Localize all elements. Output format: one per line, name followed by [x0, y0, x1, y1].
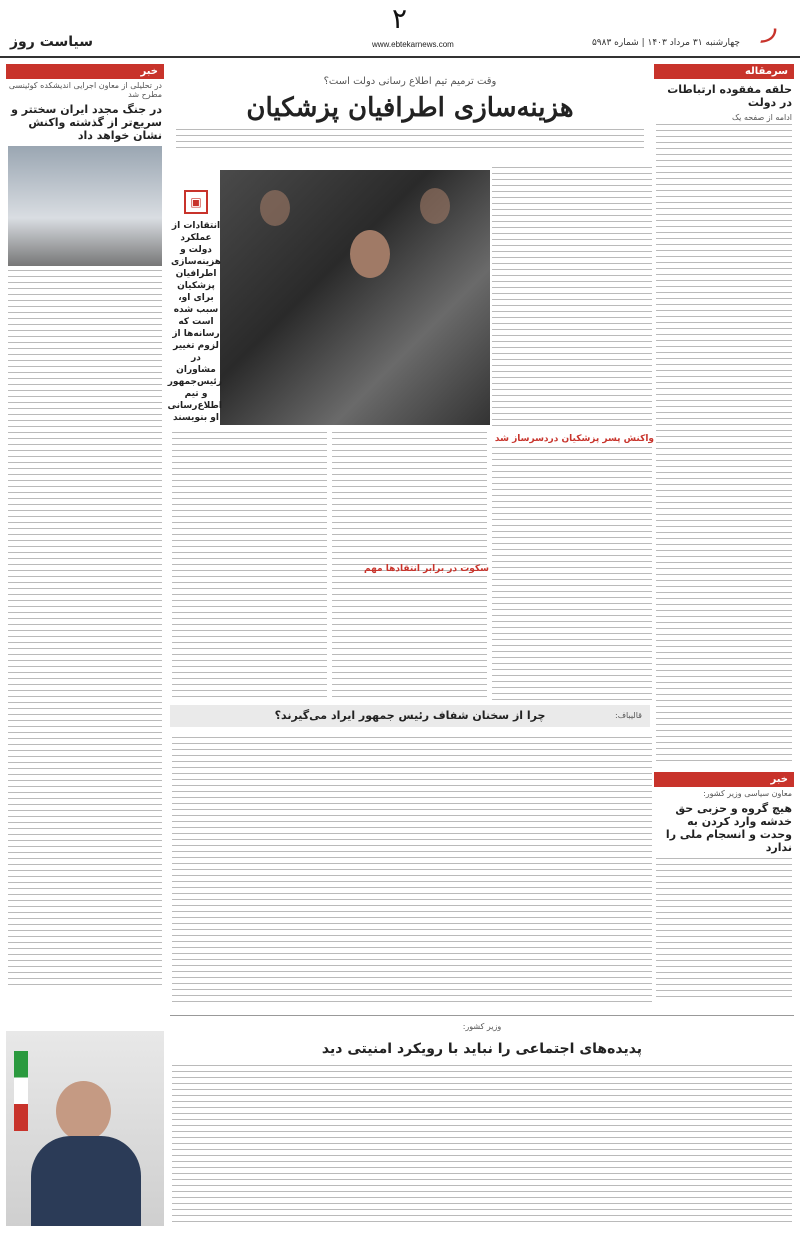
- article-headline: هزینه‌سازی اطرافیان پزشکیان: [246, 93, 574, 123]
- news-kicker: معاون سیاسی وزیر کشور:: [703, 789, 792, 798]
- quote-banner: [170, 705, 650, 727]
- bottom-article: [170, 1015, 794, 1236]
- pull-quote-box: [167, 190, 222, 445]
- news-tag: خبر: [654, 772, 794, 787]
- quote-article-body: [172, 737, 652, 1007]
- website-url[interactable]: www.ebtekarnews.com: [372, 40, 454, 49]
- left-news-kicker: در تحلیلی از معاون اجرایی اندیشکده کوئینسی مطرح شد: [8, 81, 162, 99]
- bookmark-icon: ▣: [184, 190, 208, 214]
- article-col-1: [492, 167, 652, 427]
- subhead-2: سکوت در برابر انتقادها مهم: [364, 564, 489, 574]
- left-news-photo: [8, 146, 162, 266]
- bottom-photo: [6, 1031, 164, 1226]
- page-header: [0, 0, 800, 58]
- article-col-4: [172, 432, 327, 702]
- bottom-headline: پدیده‌های اجتماعی را نباید با رویکرد امنیتی دید: [321, 1041, 643, 1057]
- right-column: [654, 64, 794, 1000]
- flag-icon: [14, 1051, 28, 1131]
- section-title: سیاست روز: [10, 34, 94, 50]
- photo-face-3: [420, 188, 450, 224]
- editorial-body: [656, 124, 792, 764]
- subhead-1: واکنش پسر پزشکیان دردسرساز شد: [494, 434, 654, 444]
- article-photo: [220, 170, 490, 425]
- bottom-kicker: وزیر کشور:: [462, 1022, 502, 1031]
- article-kicker: وقت ترمیم تیم اطلاع رسانی دولت است؟: [323, 76, 497, 87]
- newspaper-logo: ر: [763, 10, 777, 43]
- left-column: [6, 64, 164, 992]
- main-article: [170, 64, 650, 151]
- photo-face-2: [260, 190, 290, 226]
- quote-speaker: قاليباف:: [615, 711, 642, 720]
- news-title: هیچ گروه و حزبی حق خدشه وارد کردن به وحدت و انسجام ملی را ندارد: [665, 802, 792, 854]
- page-number: ۲: [392, 2, 408, 35]
- issue-date: چهارشنبه ۳۱ مرداد ۱۴۰۳ | شماره ۵۹۸۳: [591, 38, 740, 48]
- news-body: [656, 858, 792, 998]
- editorial-tag: سرمقاله: [654, 64, 794, 79]
- pull-quote: انتقادات از عملکرد دولت و هزینه‌سازی اطرافیان پزشکیان برای او، سبب شده است که رسانه‌ها از لزوم تغییر در مشاوران رئیس‌جمهور و تیم اطلاع‌رسانی او بنویسند: [167, 221, 222, 423]
- left-news-body: [8, 270, 162, 990]
- left-news-title: در جنگ مجدد ایران سختتر و سریع‌تر از گذشته واکنش نشان خواهد داد: [11, 103, 162, 142]
- article-col-2: [492, 447, 652, 702]
- quote-text: چرا از سخنان شفاف رئیس جمهور ایراد می‌گیرند؟: [274, 709, 546, 722]
- bottom-body: [172, 1065, 792, 1225]
- editorial-title: حلقه مفقوده ارتباطات در دولت: [667, 83, 792, 109]
- photo-face: [350, 230, 390, 278]
- left-news-tag: خبر: [6, 64, 164, 79]
- speaker-body: [31, 1136, 141, 1226]
- speaker-face: [56, 1081, 111, 1141]
- article-lead: [176, 129, 644, 151]
- editorial-byline: ادامه از صفحه یک: [732, 113, 792, 122]
